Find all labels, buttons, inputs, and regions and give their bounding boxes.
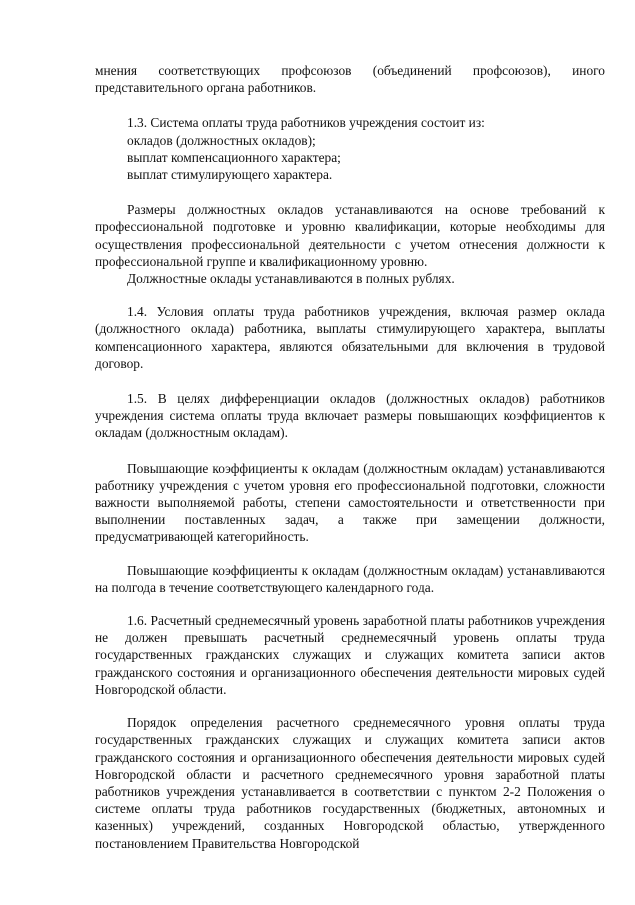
paragraph-calculation-procedure: Порядок определения расчетного среднемесячного уровня оплаты труда государственных гражданских служащих и служащих комитета записи актов гражданского состояния и организационного обеспечения деятельности мировых судей Новгородской области и расчетного среднемесячного уровня заработной платы работников учреждения устанавливается в соответствии с пунктом 2-2 Положения о системе оплаты труда работников государственных (бюджетных, автономных и казенных) учреждений, созданных Новгородской областью, утвержденного постановлением Правительства Новгородской [95, 715, 605, 851]
list-item-compensation: выплат компенсационного характера; [127, 149, 341, 165]
paragraph-coefficients-criteria: Повышающие коэффициенты к окладам (должностным окладам) устанавливаются работнику учреждения с учетом уровня его профессиональной подготовки, сложности важности выполняемой работы, степени самостоятельности и ответственности при выполнении поставленных задач, а также при замещении должности, предусматривающей категорийность. [95, 460, 605, 545]
paragraph-1-4: 1.4. Условия оплаты труда работников учреждения, включая размер оклада (должностного оклада) работника, выплаты стимулирующего характера, выплаты компенсационного характера, являются обязательными для включения в трудовой договор. [95, 304, 605, 371]
paragraph-1-6: 1.6. Расчетный среднемесячный уровень заработной платы работников учреждения не должен превышать расчетный среднемесячный уровень оплаты труда государственных гражданских служащих и служащих комитета записи актов гражданского состояния и организационного обеспечения деятельности мировых судей Новгородской области. [95, 613, 605, 697]
paragraph-coefficients-period: Повышающие коэффициенты к окладам (должностным окладам) устанавливаются на полгода в течение соответствующего календарного года. [95, 562, 605, 595]
paragraph-full-rubles: Должностные оклады устанавливаются в полных рублях. [127, 271, 455, 287]
paragraph-salary-sizes: Размеры должностных окладов устанавливаются на основе требований к профессиональной подготовке и уровню квалификации, которые необходимы для осуществления профессиональной деятельности с учетом отнесения должности к профессиональной группе и квалификационному уровню. [95, 202, 605, 269]
paragraph-1-3-heading: 1.3. Система оплаты труда работников учреждения состоит из: [127, 115, 485, 131]
paragraph-1-5: 1.5. В целях дифференциации окладов (должностных окладов) работников учреждения система оплаты труда включает размеры повышающих коэффициентов к окладам (должностным окладам). [95, 391, 605, 441]
paragraph-continuation: мнения соответствующих профсоюзов (объединений профсоюзов), иного представительного органа работников. [95, 63, 605, 96]
list-item-incentive: выплат стимулирующего характера. [127, 167, 333, 183]
list-item-salaries: окладов (должностных окладов); [127, 132, 316, 148]
